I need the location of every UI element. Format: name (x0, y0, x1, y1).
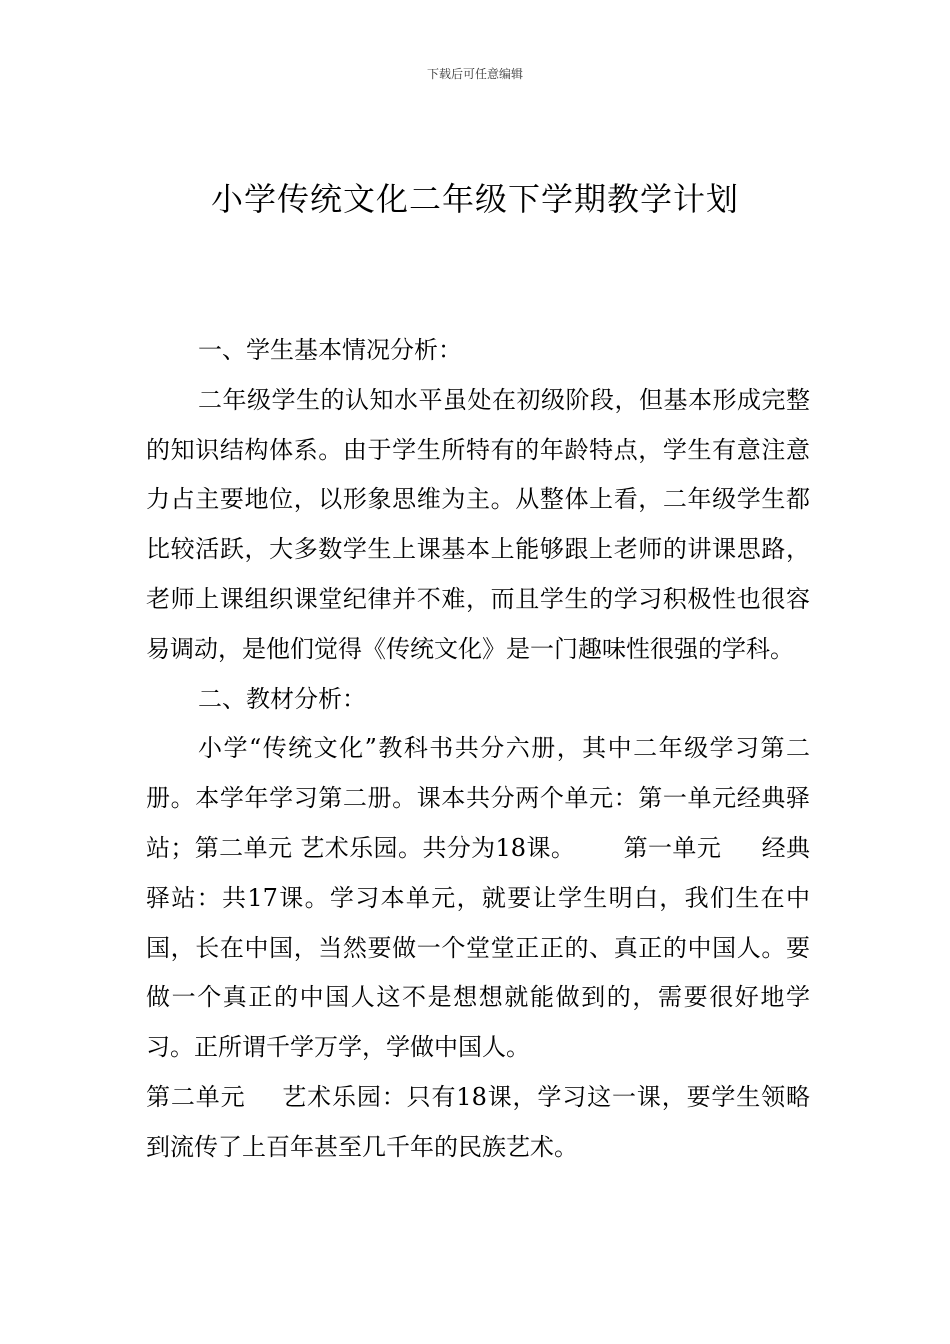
unit1-description: 经典驿站：共17课。学习本单元，就要让学生明白，我们生在中国，长在中国，当然要做一个堂堂正正的、真正的中国人。要做一个真正的中国人这不是想想就能做到的，需要很好地学习。正所谓千学万学，学做中国人。 (146, 833, 811, 1062)
textbook-overview-text: 小学“传统文化”教科书共分六册，其中二年级学习第二册。本学年学习第二册。课本共分两个单元：第一单元经典驿站；第二单元 艺术乐园。共分为18课。 (146, 734, 810, 862)
section-heading-student-analysis: 一、学生基本情况分析： (198, 336, 462, 364)
unit1-label: 第一单元 (623, 833, 722, 862)
section-heading-textbook-analysis: 二、教材分析： (198, 684, 366, 713)
unit2-description: 艺术乐园：只有18课，学习这一课，要学生领略到流传了上百年甚至几千年的民族艺术。 (146, 1082, 810, 1161)
header-note: 下载后可任意编辑 (426, 67, 523, 81)
paragraph-unit2 (146, 1073, 810, 1173)
document-body (146, 326, 810, 1173)
paragraph-student-analysis: 二年级学生的认知水平虽处在初级阶段，但基本形成完整的知识结构体系。由于学生所特有的年龄特点，学生有意注意力占主要地位，以形象思维为主。从整体上看，二年级学生都比较活跃，大多数学生上课基本上能够跟上老师的讲课思路，老师上课组织课堂纪律并不难，而且学生的学习积极性也很容易调动，是他们觉得《传统文化》是一门趣味性很强的学科。 (146, 385, 810, 663)
document-title: 小学传统文化二年级下学期教学计划 (210, 180, 739, 218)
unit2-label: 第二单元 (146, 1082, 246, 1111)
paragraph-textbook-analysis (146, 724, 810, 1073)
